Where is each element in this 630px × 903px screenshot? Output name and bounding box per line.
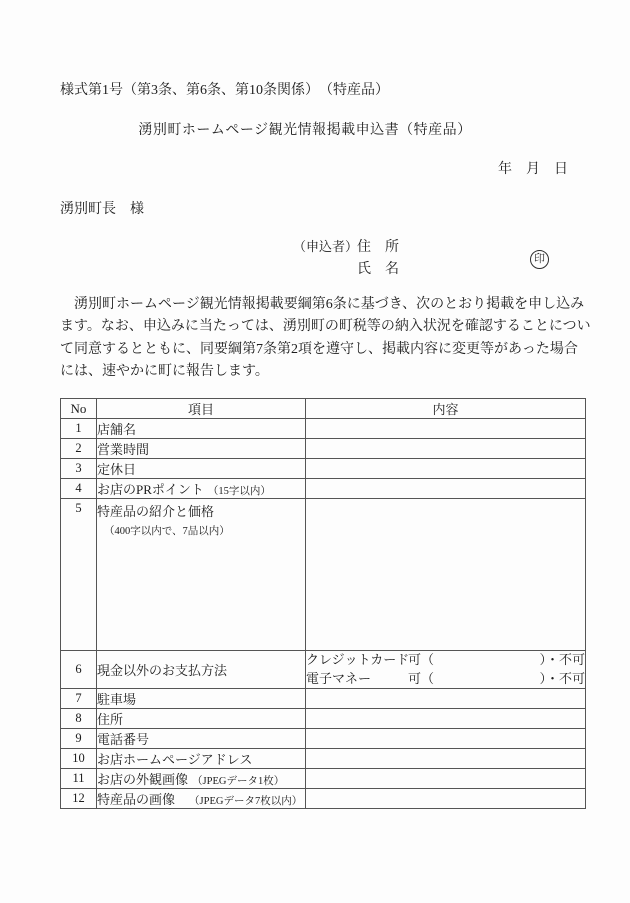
table-row-2 xyxy=(61,439,586,459)
e-money-option-line xyxy=(306,670,585,689)
content-cell-empty xyxy=(306,419,586,439)
credit-card-option-line xyxy=(306,651,585,670)
content-cell-empty xyxy=(306,479,586,499)
date-line: 年 月 日 xyxy=(498,162,568,177)
table-row-4 xyxy=(61,479,586,499)
table-row-8 xyxy=(61,709,586,729)
item-note: （JPEGデータ7枚以内） xyxy=(189,796,303,807)
content-cell-empty xyxy=(306,729,586,749)
body-paragraph xyxy=(60,294,591,384)
item-label: 特産品の画像 xyxy=(97,792,176,807)
item-cell: 現金以外のお支払方法 xyxy=(97,651,306,689)
paragraph-line: 湧別町ホームページ観光情報掲載要綱第6条に基づき、次のとおり掲載を申し込み xyxy=(60,297,585,312)
no-cell: 7 xyxy=(61,689,97,709)
item-cell: 電話番号 xyxy=(97,729,306,749)
table-header-row xyxy=(61,399,586,419)
payment-blank-space xyxy=(434,670,539,689)
content-cell-empty xyxy=(306,709,586,729)
seal-character: 印 xyxy=(534,253,545,265)
table-row-12 xyxy=(61,789,586,809)
no-cell: 4 xyxy=(61,479,97,499)
seal-icon xyxy=(530,250,549,269)
document-title: 湧別町ホームページ観光情報掲載申込書（特産品） xyxy=(138,123,472,138)
applicant-name-line xyxy=(293,259,399,281)
item-note: （400字以内で、7品以内） xyxy=(104,526,230,537)
table-row-6 xyxy=(61,651,586,689)
item-label: お店のPRポイント xyxy=(97,482,204,497)
item-cell: お店ホームページアドレス xyxy=(97,749,306,769)
payment-options-cell xyxy=(306,651,586,689)
payment-close-notok: ）・不可 xyxy=(539,670,585,686)
payment-blank-space xyxy=(434,651,539,670)
payment-method-label: 電子マネー xyxy=(306,670,372,686)
item-label: お店の外観画像 xyxy=(97,772,189,787)
item-cell xyxy=(97,769,306,789)
name-label: 氏 名 xyxy=(357,262,399,277)
item-cell: 店舗名 xyxy=(97,419,306,439)
table-row-10 xyxy=(61,749,586,769)
col-header-content: 内容 xyxy=(306,399,586,419)
item-cell: 営業時間 xyxy=(97,439,306,459)
table-row-3 xyxy=(61,459,586,479)
no-cell: 6 xyxy=(61,651,97,689)
content-cell-empty xyxy=(306,689,586,709)
no-cell: 1 xyxy=(61,419,97,439)
content-cell-empty xyxy=(306,459,586,479)
item-cell xyxy=(97,479,306,499)
no-cell: 5 xyxy=(61,499,97,651)
item-note: （15字以内） xyxy=(207,486,271,497)
item-cell: 定休日 xyxy=(97,459,306,479)
item-cell: 住所 xyxy=(97,709,306,729)
item-note: （JPEGデータ1枚） xyxy=(192,776,285,787)
item-cell: 駐車場 xyxy=(97,689,306,709)
payment-close-notok: ）・不可 xyxy=(539,652,585,667)
content-cell-empty xyxy=(306,499,586,651)
table-row-9 xyxy=(61,729,586,749)
form-number-line: 様式第1号（第3条、第6条、第10条関係） （特産品） xyxy=(60,83,389,98)
applicant-block xyxy=(293,236,399,281)
table-row-11 xyxy=(61,769,586,789)
paragraph-line: て同意するとともに、同要綱第7条第2項を遵守し、掲載内容に変更等があった場合 xyxy=(60,341,578,357)
paragraph-line: ます。なお、申込みに当たっては、湧別町の町税等の納入状況を確認することについ xyxy=(60,319,591,335)
col-header-no: No xyxy=(61,399,97,419)
address-label: 住 所 xyxy=(357,240,399,255)
content-cell-empty xyxy=(306,769,586,789)
addressee-line: 湧別町長 様 xyxy=(60,202,144,217)
no-cell: 10 xyxy=(61,749,97,769)
content-cell-empty xyxy=(306,789,586,809)
payment-ok-open: 可（ xyxy=(408,652,435,667)
applicant-address-line xyxy=(293,236,399,259)
no-cell: 11 xyxy=(61,769,97,789)
no-cell: 12 xyxy=(61,789,97,809)
payment-method-label: クレジットカード xyxy=(306,652,410,667)
paragraph-line: には、速やかに町に報告します。 xyxy=(60,364,269,380)
item-cell xyxy=(97,789,306,809)
application-items-table xyxy=(60,398,586,809)
item-label: 特産品の紹介と価格 xyxy=(97,504,215,519)
item-cell xyxy=(97,499,306,651)
content-cell-empty xyxy=(306,749,586,769)
table-row-7 xyxy=(61,689,586,709)
applicant-prefix-label: （申込者） xyxy=(293,239,359,254)
col-header-item: 項目 xyxy=(97,399,306,419)
table-row-5 xyxy=(61,499,586,651)
content-cell-empty xyxy=(306,439,586,459)
payment-ok-open: 可（ xyxy=(408,670,435,686)
no-cell: 2 xyxy=(61,439,97,459)
no-cell: 8 xyxy=(61,709,97,729)
table-row-1 xyxy=(61,419,586,439)
no-cell: 3 xyxy=(61,459,97,479)
no-cell: 9 xyxy=(61,729,97,749)
